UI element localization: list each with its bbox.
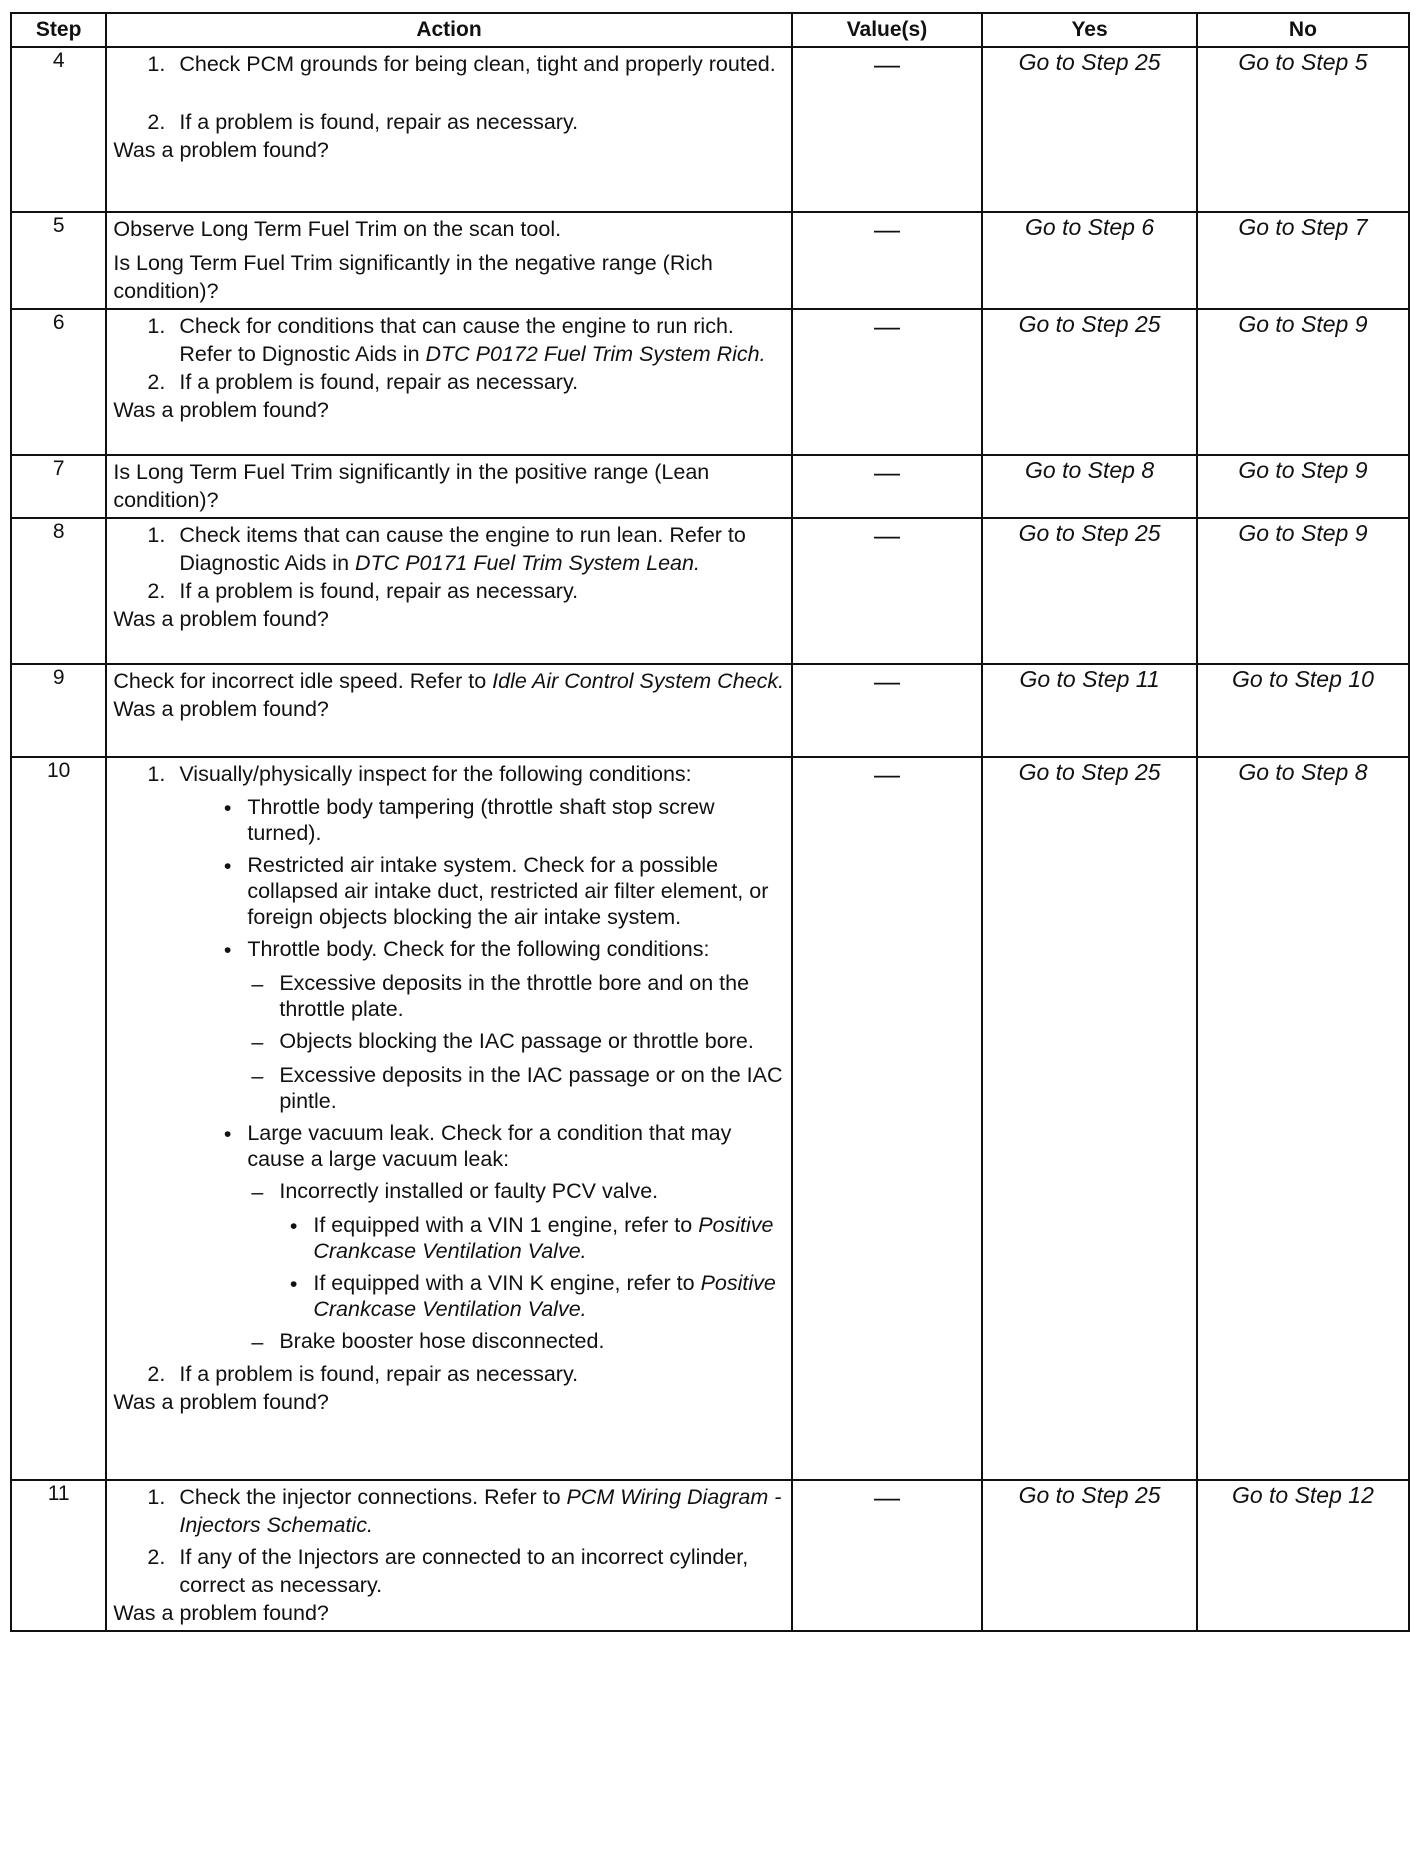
reference-link: Positive Crankcase Ventilation Valve.	[313, 1213, 774, 1263]
question-text: Was a problem found?	[113, 138, 329, 162]
reference-link: Idle Air Control System Check.	[492, 669, 785, 693]
value-cell: —	[792, 1480, 983, 1631]
reference-link: DTC P0171 Fuel Trim System Lean.	[355, 551, 700, 575]
value-cell: —	[792, 518, 983, 664]
list-item: 1. Visually/physically inspect for the following conditions:	[147, 762, 692, 786]
action-cell	[106, 757, 791, 1480]
bullet-item: • If equipped with a VIN 1 engine, refer to Positive Crankcase Ventilation Valve.	[289, 1213, 774, 1263]
question-text: Is Long Term Fuel Trim significantly in the negative range (Rich condition)?	[113, 251, 713, 303]
instruction-text: Check for incorrect idle speed. Refer to Idle Air Control System Check.	[113, 669, 785, 693]
question-text: Was a problem found?	[113, 398, 329, 422]
no-link: Go to Step 8	[1197, 757, 1409, 1480]
bullet-item: • Throttle body. Check for the following conditions:	[223, 937, 710, 962]
step-number: 8	[11, 518, 106, 664]
step-number: 5	[11, 212, 106, 309]
table-row-step-11	[11, 1480, 1409, 1631]
yes-link: Go to Step 25	[982, 1480, 1197, 1631]
question-text: Is Long Term Fuel Trim significantly in the positive range (Lean condition)?	[113, 460, 710, 512]
value-cell: —	[792, 309, 983, 455]
yes-link: Go to Step 25	[982, 47, 1197, 212]
reference-link: Positive Crankcase Ventilation Valve.	[313, 1271, 776, 1321]
step-number: 6	[11, 309, 106, 455]
action-cell	[106, 47, 791, 212]
dash-item: – Incorrectly installed or faulty PCV valve.	[251, 1179, 659, 1204]
question-text: Was a problem found?	[113, 1601, 329, 1625]
list-item: 2. If a problem is found, repair as necessary.	[147, 370, 579, 394]
table-row-step-10	[11, 757, 1409, 1480]
diagnostic-page	[10, 12, 1410, 1632]
dash-item: – Brake booster hose disconnected.	[251, 1329, 605, 1354]
no-link: Go to Step 7	[1197, 212, 1409, 309]
action-cell	[106, 309, 791, 455]
value-cell: —	[792, 47, 983, 212]
reference-link: PCM Wiring Diagram - Injectors Schematic.	[179, 1485, 782, 1537]
table-row-step-6	[11, 309, 1409, 455]
step-number: 10	[11, 757, 106, 1480]
value-cell: —	[792, 664, 983, 757]
dash-item: – Objects blocking the IAC passage or throttle bore.	[251, 1029, 754, 1054]
list-item: 1. Check PCM grounds for being clean, tight and properly routed.	[147, 52, 776, 76]
yes-link: Go to Step 8	[982, 455, 1197, 518]
diagnostic-table	[10, 12, 1410, 1632]
header-no: No	[1197, 13, 1409, 47]
no-link: Go to Step 12	[1197, 1480, 1409, 1631]
table-row-step-4	[11, 47, 1409, 212]
step-number: 11	[11, 1480, 106, 1631]
action-cell	[106, 455, 791, 518]
table-row-step-9	[11, 664, 1409, 757]
list-item: 2. If any of the Injectors are connected to an incorrect cylinder, correct as necessary.	[147, 1545, 749, 1597]
no-link: Go to Step 5	[1197, 47, 1409, 212]
header-values: Value(s)	[792, 13, 983, 47]
action-cell	[106, 1480, 791, 1631]
dash-item: – Excessive deposits in the IAC passage or on the IAC pintle.	[251, 1063, 783, 1113]
no-link: Go to Step 9	[1197, 518, 1409, 664]
value-cell: —	[792, 757, 983, 1480]
yes-link: Go to Step 6	[982, 212, 1197, 309]
question-text: Was a problem found?	[113, 697, 329, 721]
header-action: Action	[106, 13, 791, 47]
step-number: 4	[11, 47, 106, 212]
no-link: Go to Step 9	[1197, 455, 1409, 518]
yes-link: Go to Step 25	[982, 309, 1197, 455]
bullet-item: • Restricted air intake system. Check for a possible collapsed air intake duct, restricted air filter element, or foreign objects blocking the air intake system.	[223, 853, 769, 929]
question-text: Was a problem found?	[113, 1390, 329, 1414]
list-item: 2. If a problem is found, repair as necessary.	[147, 1362, 579, 1386]
dash-item: – Excessive deposits in the throttle bore and on the throttle plate.	[251, 971, 750, 1021]
no-link: Go to Step 9	[1197, 309, 1409, 455]
header-step: Step	[11, 13, 106, 47]
list-item: 1. Check the injector connections. Refer to PCM Wiring Diagram - Injectors Schematic.	[147, 1485, 782, 1537]
bullet-item: • Large vacuum leak. Check for a condition that may cause a large vacuum leak:	[223, 1121, 732, 1171]
value-cell: —	[792, 212, 983, 309]
header-yes: Yes	[982, 13, 1197, 47]
table-row-step-8	[11, 518, 1409, 664]
step-number: 9	[11, 664, 106, 757]
yes-link: Go to Step 25	[982, 757, 1197, 1480]
bullet-item: • Throttle body tampering (throttle shaft stop screw turned).	[223, 795, 715, 845]
list-item: 2. If a problem is found, repair as necessary.	[147, 579, 579, 603]
header-row	[11, 13, 1409, 47]
reference-link: DTC P0172 Fuel Trim System Rich.	[425, 342, 766, 366]
action-cell	[106, 212, 791, 309]
question-text: Was a problem found?	[113, 607, 329, 631]
table-row-step-5	[11, 212, 1409, 309]
action-cell	[106, 518, 791, 664]
table-row-step-7	[11, 455, 1409, 518]
yes-link: Go to Step 11	[982, 664, 1197, 757]
bullet-item: • If equipped with a VIN K engine, refer to Positive Crankcase Ventilation Valve.	[289, 1271, 776, 1321]
instruction-text: Observe Long Term Fuel Trim on the scan tool.	[113, 217, 562, 241]
list-item: 2. If a problem is found, repair as necessary.	[147, 110, 579, 134]
yes-link: Go to Step 25	[982, 518, 1197, 664]
value-cell: —	[792, 455, 983, 518]
step-number: 7	[11, 455, 106, 518]
list-item: 1. Check for conditions that can cause the engine to run rich. Refer to Dignostic Aids in DTC P0172 Fuel Trim System Rich.	[147, 314, 766, 366]
no-link: Go to Step 10	[1197, 664, 1409, 757]
list-item: 1. Check items that can cause the engine to run lean. Refer to Diagnostic Aids in DTC P0171 Fuel Trim System Lean.	[147, 523, 746, 575]
action-cell	[106, 664, 791, 757]
